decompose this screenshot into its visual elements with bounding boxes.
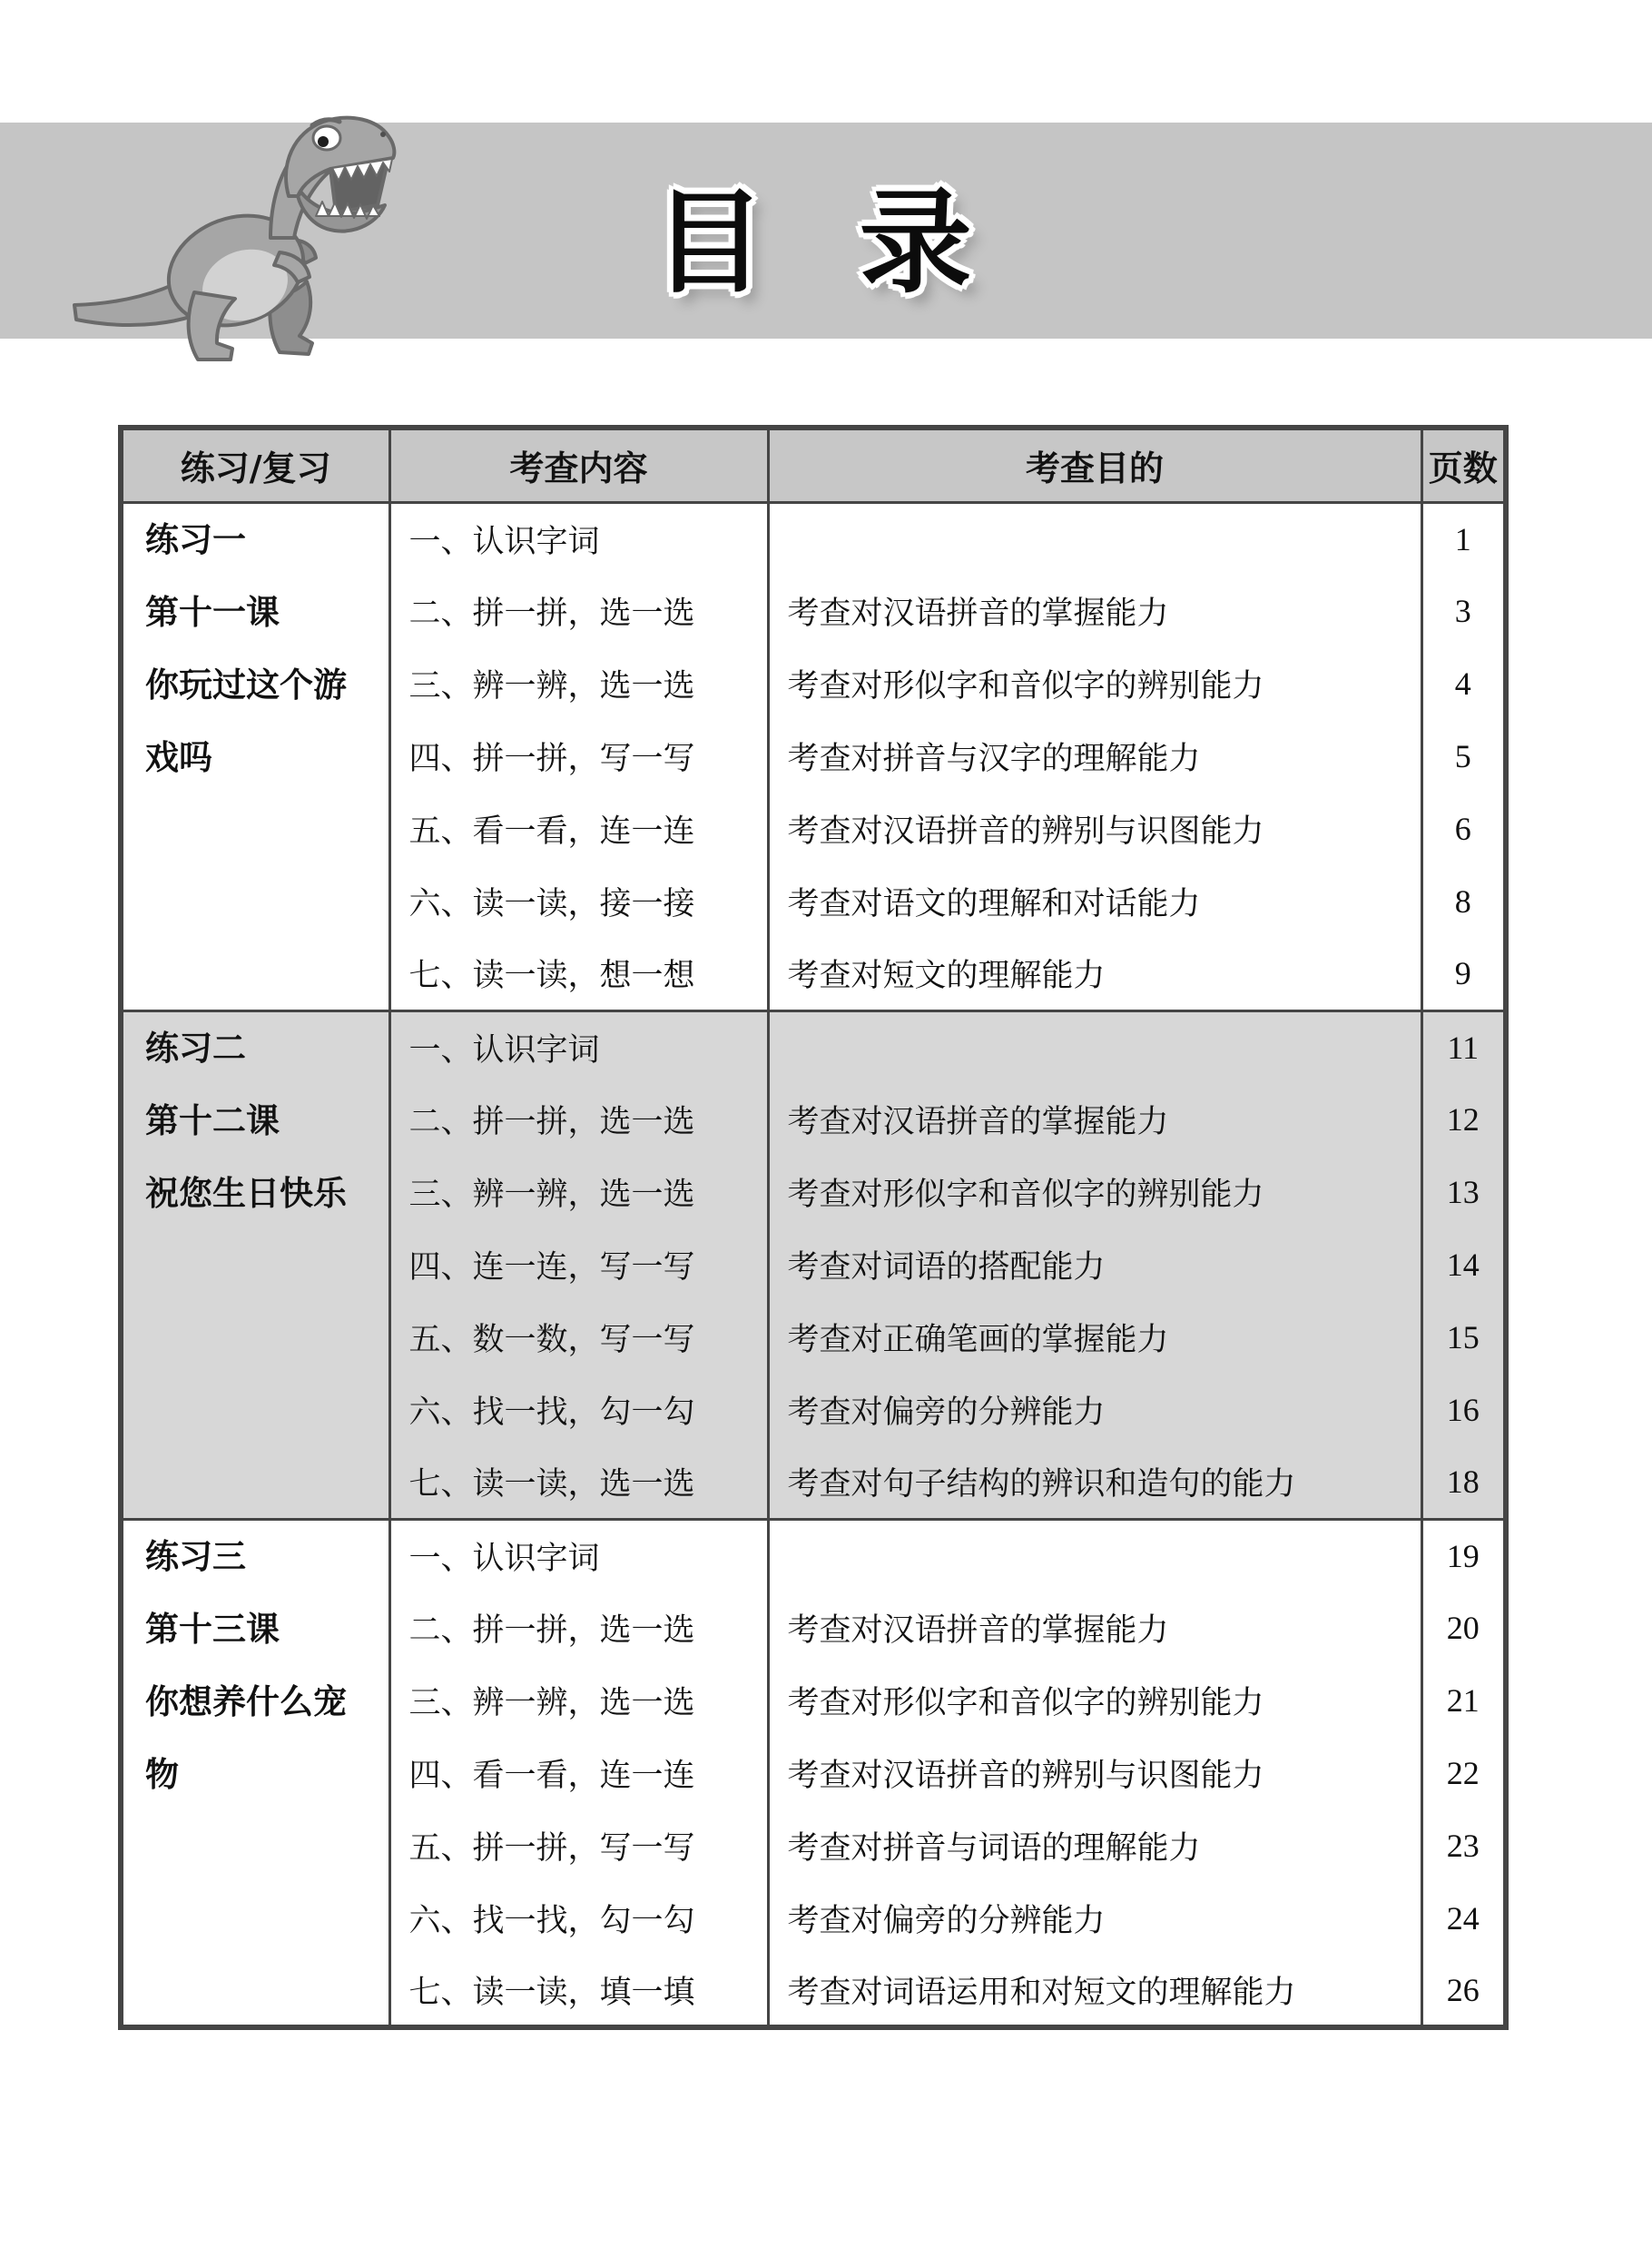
row-page-number: 12 bbox=[1421, 1083, 1506, 1156]
toc-table bbox=[118, 425, 1509, 2030]
row-exam-purpose: 考查对形似字和音似字的辨别能力 bbox=[768, 1156, 1421, 1228]
page-title: 目 录 bbox=[653, 178, 999, 309]
section-label-line: 你玩过这个游 bbox=[145, 665, 347, 705]
row-exam-content: 三、辨一辨，选一选 bbox=[389, 647, 768, 720]
row-exam-content: 七、读一读，填一填 bbox=[389, 1955, 768, 2027]
row-exam-purpose: 考查对形似字和音似字的辨别能力 bbox=[768, 1664, 1421, 1737]
row-exam-purpose bbox=[768, 502, 1421, 575]
row-page-number: 26 bbox=[1421, 1955, 1506, 2027]
row-exam-content: 四、拼一拼，写一写 bbox=[389, 720, 768, 793]
row-exam-content: 二、拼一拼，选一选 bbox=[389, 1083, 768, 1156]
row-exam-content: 七、读一读，选一选 bbox=[389, 1446, 768, 1519]
row-page-number: 3 bbox=[1421, 575, 1506, 647]
row-page-number: 15 bbox=[1421, 1301, 1506, 1374]
header-exercise-review: 练习/复习 bbox=[121, 428, 389, 502]
row-page-number: 6 bbox=[1421, 793, 1506, 865]
section-label bbox=[121, 1519, 389, 2027]
row-exam-purpose bbox=[768, 1519, 1421, 1592]
section-label-line: 物 bbox=[145, 1754, 179, 1794]
row-exam-purpose: 考查对汉语拼音的辨别与识图能力 bbox=[768, 1737, 1421, 1809]
section-label-line: 第十二课 bbox=[145, 1100, 280, 1140]
row-exam-purpose: 考查对语文的理解和对话能力 bbox=[768, 865, 1421, 938]
row-page-number: 11 bbox=[1421, 1010, 1506, 1083]
row-exam-purpose: 考查对汉语拼音的掌握能力 bbox=[768, 575, 1421, 647]
row-page-number: 16 bbox=[1421, 1374, 1506, 1446]
row-exam-content: 五、看一看，连一连 bbox=[389, 793, 768, 865]
toc-section-1 bbox=[121, 502, 1506, 1010]
row-page-number: 18 bbox=[1421, 1446, 1506, 1519]
toc-section-3 bbox=[121, 1519, 1506, 2027]
row-exam-purpose: 考查对正确笔画的掌握能力 bbox=[768, 1301, 1421, 1374]
header-exam-content: 考查内容 bbox=[389, 428, 768, 502]
section-label-line: 第十一课 bbox=[145, 592, 280, 632]
row-exam-purpose: 考查对拼音与词语的理解能力 bbox=[768, 1809, 1421, 1882]
row-page-number: 14 bbox=[1421, 1228, 1506, 1301]
row-page-number: 8 bbox=[1421, 865, 1506, 938]
row-page-number: 1 bbox=[1421, 502, 1506, 575]
row-exam-content: 四、看一看，连一连 bbox=[389, 1737, 768, 1809]
section-label bbox=[121, 1010, 389, 1519]
row-page-number: 24 bbox=[1421, 1882, 1506, 1955]
section-label-line: 你想养什么宠 bbox=[145, 1681, 347, 1721]
row-page-number: 13 bbox=[1421, 1156, 1506, 1228]
row-page-number: 20 bbox=[1421, 1592, 1506, 1664]
row-exam-purpose bbox=[768, 1010, 1421, 1083]
row-exam-content: 六、找一找，勾一勾 bbox=[389, 1882, 768, 1955]
section-label-line: 练习二 bbox=[145, 1028, 246, 1068]
row-exam-content: 三、辨一辨，选一选 bbox=[389, 1664, 768, 1737]
row-exam-content: 五、数一数，写一写 bbox=[389, 1301, 768, 1374]
row-exam-content: 一、认识字词 bbox=[389, 502, 768, 575]
row-page-number: 22 bbox=[1421, 1737, 1506, 1809]
row-exam-content: 四、连一连，写一写 bbox=[389, 1228, 768, 1301]
row-exam-purpose: 考查对汉语拼音的掌握能力 bbox=[768, 1592, 1421, 1664]
row-exam-content: 一、认识字词 bbox=[389, 1010, 768, 1083]
row-exam-purpose: 考查对偏旁的分辨能力 bbox=[768, 1374, 1421, 1446]
dino-pupil bbox=[318, 136, 329, 147]
row-exam-content: 一、认识字词 bbox=[389, 1519, 768, 1592]
row-exam-content: 六、找一找，勾一勾 bbox=[389, 1374, 768, 1446]
row-page-number: 19 bbox=[1421, 1519, 1506, 1592]
row-exam-purpose: 考查对汉语拼音的辨别与识图能力 bbox=[768, 793, 1421, 865]
row-exam-content: 七、读一读，想一想 bbox=[389, 938, 768, 1010]
table-row bbox=[121, 502, 1506, 575]
row-exam-content: 五、拼一拼，写一写 bbox=[389, 1809, 768, 1882]
table-row bbox=[121, 1519, 1506, 1592]
toc-section-2 bbox=[121, 1010, 1506, 1519]
table-header bbox=[121, 428, 1506, 502]
section-label-line: 第十三课 bbox=[145, 1609, 280, 1649]
row-exam-purpose: 考查对汉语拼音的掌握能力 bbox=[768, 1083, 1421, 1156]
row-exam-purpose: 考查对词语的搭配能力 bbox=[768, 1228, 1421, 1301]
table-row bbox=[121, 1010, 1506, 1083]
row-exam-content: 二、拼一拼，选一选 bbox=[389, 575, 768, 647]
row-page-number: 5 bbox=[1421, 720, 1506, 793]
section-label-line: 练习一 bbox=[145, 519, 246, 559]
row-exam-purpose: 考查对拼音与汉字的理解能力 bbox=[768, 720, 1421, 793]
header-exam-purpose: 考查目的 bbox=[768, 428, 1421, 502]
row-exam-content: 三、辨一辨，选一选 bbox=[389, 1156, 768, 1228]
row-page-number: 21 bbox=[1421, 1664, 1506, 1737]
dino-nostril bbox=[380, 132, 386, 137]
row-page-number: 23 bbox=[1421, 1809, 1506, 1882]
row-exam-content: 六、读一读，接一接 bbox=[389, 865, 768, 938]
section-label bbox=[121, 502, 389, 1010]
section-label-line: 练习三 bbox=[145, 1536, 246, 1576]
section-label-line: 祝您生日快乐 bbox=[145, 1173, 347, 1213]
row-exam-purpose: 考查对短文的理解能力 bbox=[768, 938, 1421, 1010]
row-exam-purpose: 考查对词语运用和对短文的理解能力 bbox=[768, 1955, 1421, 2027]
section-label-line: 戏吗 bbox=[145, 737, 212, 777]
header-page-number: 页数 bbox=[1421, 428, 1506, 502]
row-exam-purpose: 考查对句子结构的辨识和造句的能力 bbox=[768, 1446, 1421, 1519]
row-page-number: 9 bbox=[1421, 938, 1506, 1010]
row-exam-content: 二、拼一拼，选一选 bbox=[389, 1592, 768, 1664]
row-exam-purpose: 考查对形似字和音似字的辨别能力 bbox=[768, 647, 1421, 720]
row-exam-purpose: 考查对偏旁的分辨能力 bbox=[768, 1882, 1421, 1955]
row-page-number: 4 bbox=[1421, 647, 1506, 720]
